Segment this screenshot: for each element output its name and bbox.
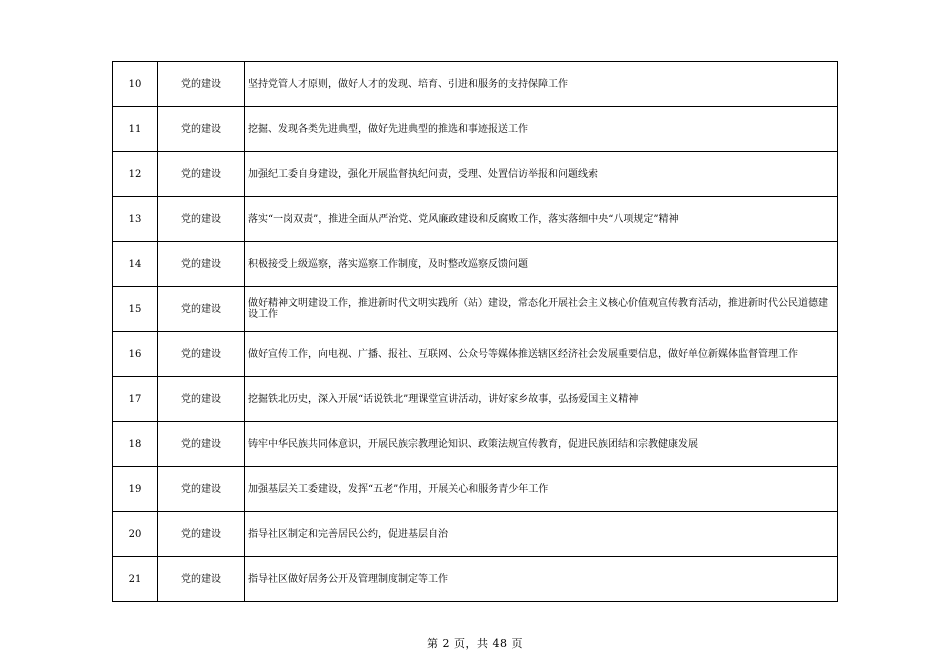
category-cell: 党的建设 (158, 377, 245, 422)
content-cell: 指导社区制定和完善居民公约，促进基层自治 (245, 512, 838, 557)
row-number-cell: 20 (113, 512, 158, 557)
content-cell: 挖掘、发现各类先进典型，做好先进典型的推选和事迹报送工作 (245, 107, 838, 152)
row-number-cell: 10 (113, 62, 158, 107)
row-number-cell: 12 (113, 152, 158, 197)
content-cell: 加强基层关工委建设，发挥“五老”作用，开展关心和服务青少年工作 (245, 467, 838, 512)
page-footer: 第 2 页，共 48 页 (427, 637, 523, 650)
content-cell: 指导社区做好居务公开及管理制度制定等工作 (245, 557, 838, 602)
row-number-cell: 15 (113, 287, 158, 332)
category-cell: 党的建设 (158, 287, 245, 332)
content-cell: 积极接受上级巡察，落实巡察工作制度，及时整改巡察反馈问题 (245, 242, 838, 287)
category-cell: 党的建设 (158, 62, 245, 107)
row-number-cell: 11 (113, 107, 158, 152)
content-cell: 铸牢中华民族共同体意识，开展民族宗教理论知识、政策法规宣传教育，促进民族团结和宗教健康发展 (245, 422, 838, 467)
row-number-cell: 16 (113, 332, 158, 377)
table-row (113, 467, 838, 512)
row-number-cell: 21 (113, 557, 158, 602)
row-number-cell: 14 (113, 242, 158, 287)
content-cell: 做好宣传工作，向电视、广播、报社、互联网、公众号等媒体推送辖区经济社会发展重要信息，做好单位新媒体监督管理工作 (245, 332, 838, 377)
table-row (113, 422, 838, 467)
table-row (113, 152, 838, 197)
table-row (113, 332, 838, 377)
table-row (113, 287, 838, 332)
category-cell: 党的建设 (158, 557, 245, 602)
category-cell: 党的建设 (158, 422, 245, 467)
content-cell: 坚持党管人才原则，做好人才的发现、培育、引进和服务的支持保障工作 (245, 62, 838, 107)
content-cell: 加强纪工委自身建设，强化开展监督执纪问责，受理、处置信访举报和问题线索 (245, 152, 838, 197)
content-cell: 挖掘铁北历史，深入开展“话说铁北”理课堂宣讲活动，讲好家乡故事，弘扬爱国主义精神 (245, 377, 838, 422)
table-row (113, 107, 838, 152)
category-cell: 党的建设 (158, 197, 245, 242)
category-cell: 党的建设 (158, 152, 245, 197)
table-body (113, 62, 838, 602)
category-cell: 党的建设 (158, 107, 245, 152)
category-cell: 党的建设 (158, 242, 245, 287)
row-number-cell: 18 (113, 422, 158, 467)
category-cell: 党的建设 (158, 512, 245, 557)
table-row (113, 512, 838, 557)
row-number-cell: 17 (113, 377, 158, 422)
table-row (113, 557, 838, 602)
table-row (113, 197, 838, 242)
table-row (113, 377, 838, 422)
category-cell: 党的建设 (158, 332, 245, 377)
row-number-cell: 19 (113, 467, 158, 512)
category-cell: 党的建设 (158, 467, 245, 512)
content-cell: 落实“一岗双责”，推进全面从严治党、党风廉政建设和反腐败工作，落实落细中央“八项规定”精神 (245, 197, 838, 242)
table-row (113, 242, 838, 287)
row-number-cell: 13 (113, 197, 158, 242)
table-row (113, 62, 838, 107)
content-cell: 做好精神文明建设工作，推进新时代文明实践所（站）建设，常态化开展社会主义核心价值观宣传教育活动，推进新时代公民道德建设工作 (245, 287, 838, 332)
duties-table (112, 61, 838, 602)
